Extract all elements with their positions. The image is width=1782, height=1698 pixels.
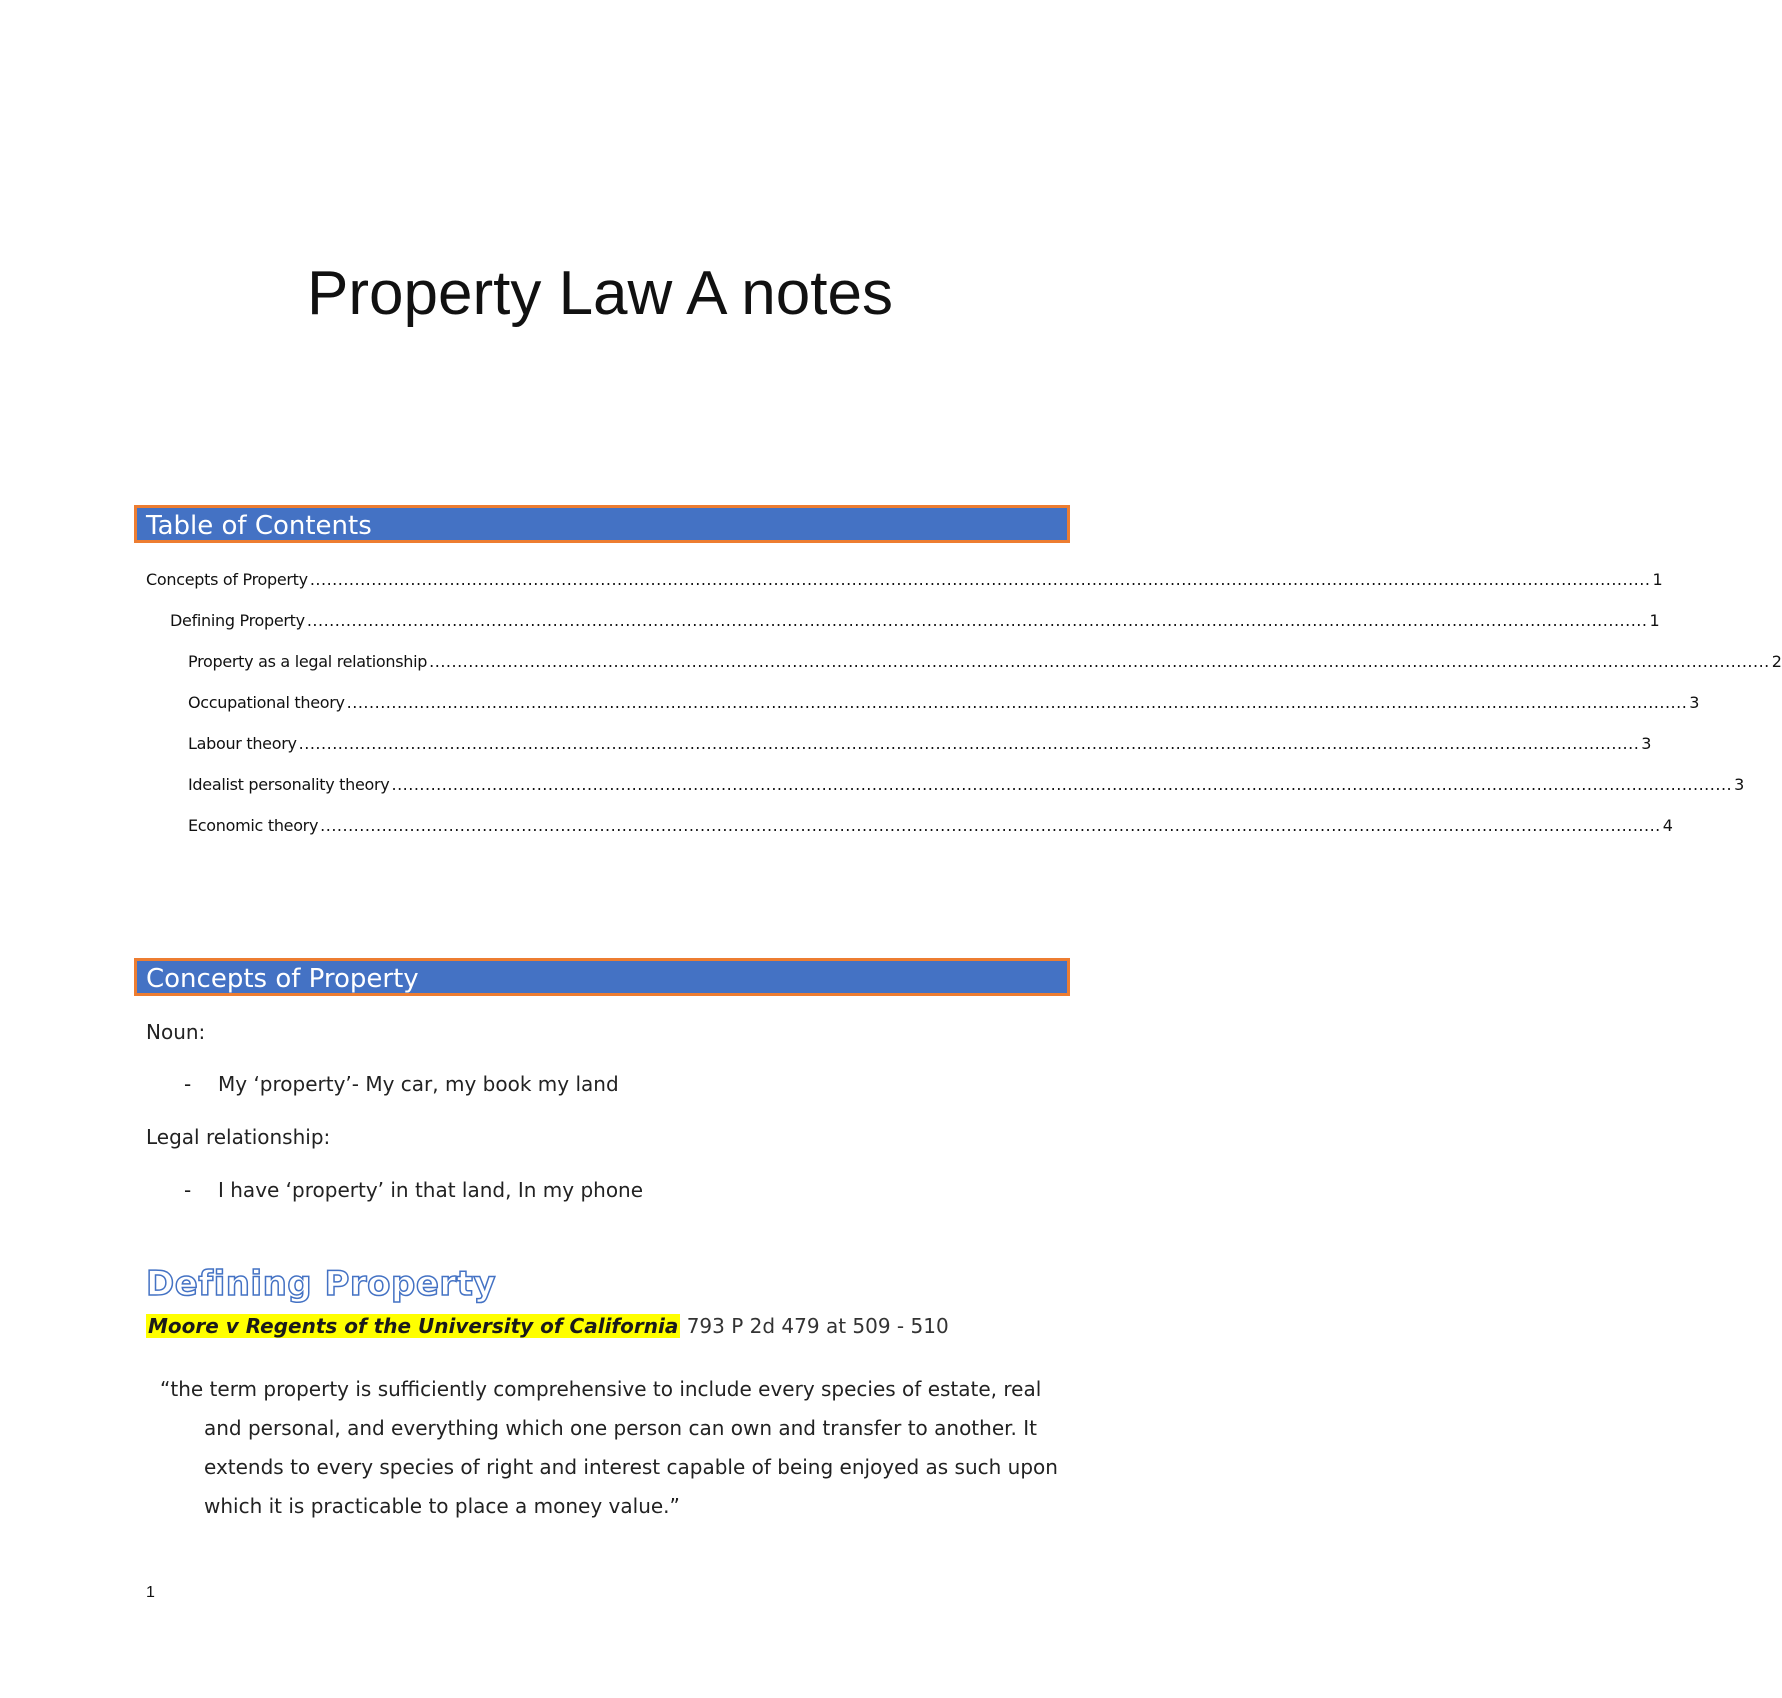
bullet-dash: - [184,1178,192,1202]
page-number: 1 [146,1584,155,1601]
toc-entry-page: 4 [1662,816,1673,835]
toc-entry[interactable] [188,652,1782,674]
case-citation: 793 P 2d 479 at 509 - 510 [686,1314,949,1338]
toc-entry-label: Concepts of Property [146,570,308,589]
toc-entry-page: 1 [1652,570,1663,589]
toc-leader: ................................................................................................................................................................................................................................................ [306,611,1648,630]
toc-entry-label: Property as a legal relationship [188,652,428,671]
toc-leader: ................................................................................................................................................................................................................................................ [346,693,1688,712]
legal-relationship-label: Legal relationship: [146,1125,331,1149]
toc-leader: ................................................................................................................................................................................................................................................ [320,816,1661,835]
toc-entry-label: Labour theory [188,734,297,753]
toc-entry-label: Defining Property [170,611,305,630]
noun-bullet-text: My ‘property’- My car, my book my land [218,1072,619,1096]
toc-entry[interactable] [170,611,1660,633]
toc-entry[interactable] [146,570,1663,592]
section-heading-bar [134,958,1070,996]
noun-label: Noun: [146,1020,206,1044]
toc-leader: ................................................................................................................................................................................................................................................ [429,652,1770,671]
toc-entry-label: Idealist personality theory [188,775,390,794]
toc-entry[interactable] [188,816,1673,838]
document-title: Property Law A notes [307,259,893,328]
toc-entry-page: 3 [1641,734,1652,753]
toc-entry-page: 3 [1689,693,1700,712]
toc-entry[interactable] [188,734,1652,756]
quote-text: “the term property is sufficiently comprehensive to include every species of estate, real and personal, and everything which one person can own and transfer to another. It extends to every species of right and interest capable of being enjoyed as such upon which it is practicable to place a money value.” [160,1377,1058,1518]
toc-entry[interactable] [188,693,1700,715]
toc-leader: ................................................................................................................................................................................................................................................ [298,734,1640,753]
toc-heading: Table of Contents [146,511,372,541]
toc-entry-page: 2 [1771,652,1782,671]
legal-bullet-text: I have ‘property’ in that land, In my phone [218,1178,644,1202]
toc-entry-page: 3 [1734,775,1745,794]
bullet-dash: - [184,1072,192,1096]
toc-leader: ................................................................................................................................................................................................................................................ [309,570,1651,589]
case-citation-line [146,1314,949,1338]
toc-entry-label: Economic theory [188,816,319,835]
case-name: Moore v Regents of the University of California [148,1314,679,1338]
subsection-heading: Defining Property [146,1264,497,1304]
case-quote [146,1370,1066,1526]
toc-heading-bar [134,505,1070,543]
section-heading: Concepts of Property [146,964,419,994]
toc-entry-label: Occupational theory [188,693,345,712]
toc-leader: ................................................................................................................................................................................................................................................ [391,775,1733,794]
toc-entry[interactable] [188,775,1745,797]
toc-entry-page: 1 [1649,611,1660,630]
